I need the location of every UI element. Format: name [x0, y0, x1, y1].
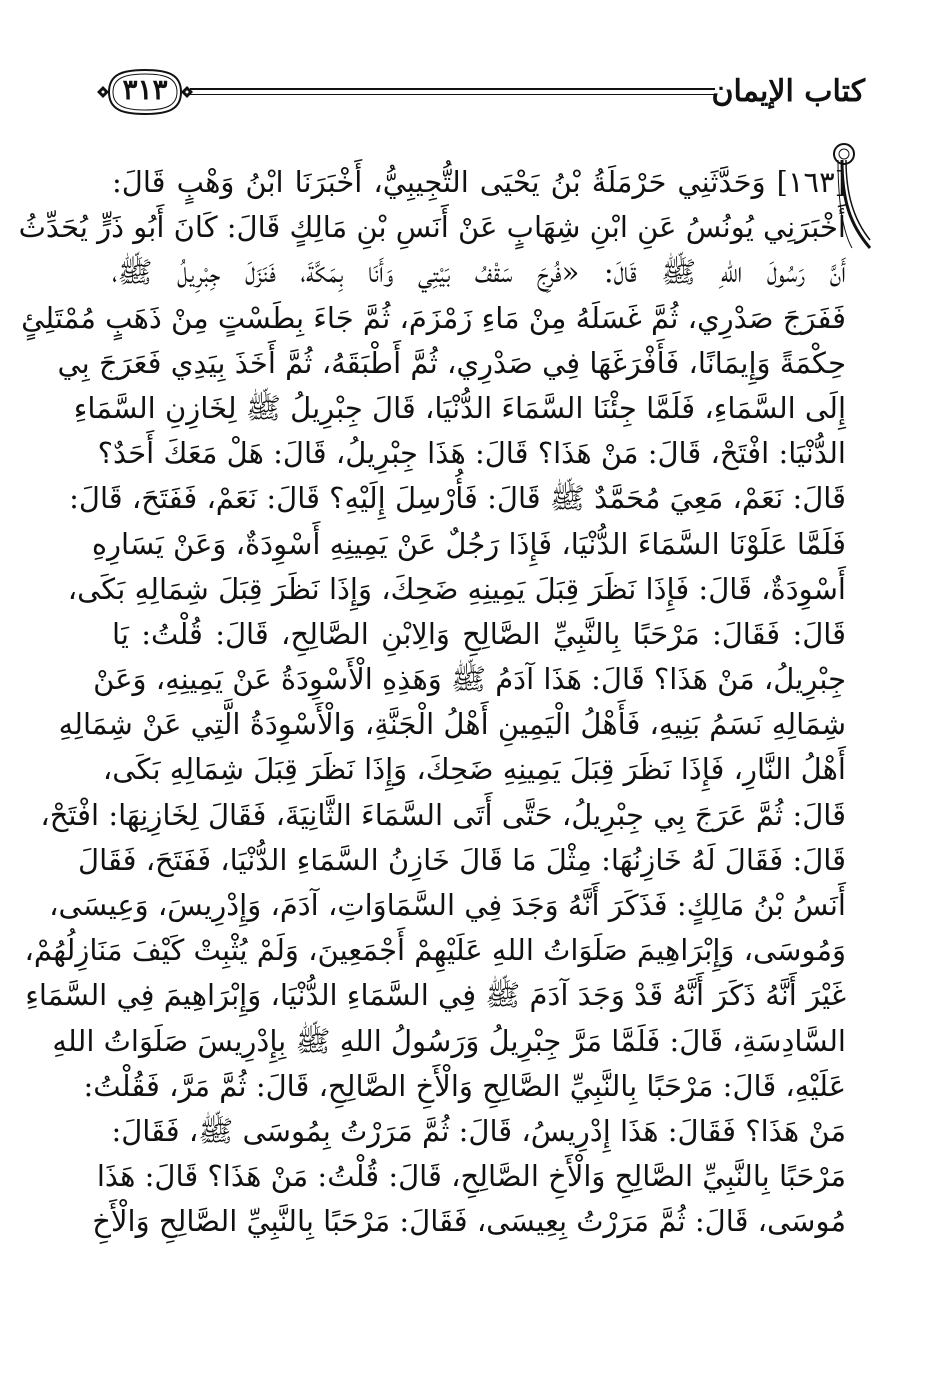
text-line: الدُّنْيَا: افْتَحْ، قَالَ: مَنْ هَذَا؟ قَالَ: هَذَا جِبْرِيلُ، قَالَ: هَلْ مَعَكَ أَحَدٌ؟ — [97, 436, 846, 471]
text-line: مَنْ هَذَا؟ فَقَالَ: هَذَا إِدْرِيسُ، قَالَ: ثُمَّ مَرَرْتُ بِمُوسَى ﷺ، فَقَالَ: — [111, 1113, 846, 1148]
text-line: عَلَيْهِ، قَالَ: مَرْحَبًا بِالنَّبِيِّ الصَّالِحِ وَالْأَخِ الصَّالِحِ، قَالَ: ثُمَّ مَرَّ، فَقُلْتُ: — [83, 1068, 846, 1103]
page-header — [95, 60, 865, 130]
text-line: أَخْبَرَنِي يُونُسُ عَنِ ابْنِ شِهَابٍ عَنْ أَنَسِ بْنِ مَالِكٍ قَالَ: كَانَ أَبُو ذَرٍّ يُحَدِّثُ — [18, 210, 846, 245]
text-line: أَسْوِدَةٌ، قَالَ: فَإِذَا نَظَرَ قِبَلَ يَمِينِهِ ضَحِكَ، وَإِذَا نَظَرَ قِبَلَ شِمَالِهِ بَكَى، — [67, 571, 846, 606]
text-line: السَّادِسَةِ، قَالَ: فَلَمَّا مَرَّ جِبْرِيلُ وَرَسُولُ اللهِ ﷺ بِإِدْرِيسَ صَلَوَاتُ اللهِ — [52, 1023, 846, 1058]
page-number: ٣١٣ — [122, 73, 168, 106]
text-line: وَمُوسَى، وَإِبْرَاهِيمَ صَلَوَاتُ اللهِ عَلَيْهِمْ أَجْمَعِينَ، وَلَمْ يُثْبِتْ كَيْفَ مَنَازِلُهُمْ، — [24, 933, 846, 968]
text-line: قَالَ: ثُمَّ عَرَجَ بِي جِبْرِيلُ، حَتَّى أَتَى السَّمَاءَ الثَّانِيَةَ، فَقَالَ لِخَازِنِهَا: افْتَحْ، — [40, 797, 846, 832]
text-line: إِلَى السَّمَاءِ، فَلَمَّا جِئْنَا السَّمَاءَ الدُّنْيَا، قَالَ جِبْرِيلُ ﷺ لِخَازِنِ السَّمَاءِ — [73, 390, 846, 425]
text-line: أَهْلُ النَّارِ، فَإِذَا نَظَرَ قِبَلَ يَمِينِهِ ضَحِكَ، وَإِذَا نَظَرَ قِبَلَ شِمَالِهِ بَكَى، — [102, 752, 846, 787]
page-number-ornament-frame — [95, 60, 195, 124]
header-rule — [190, 88, 715, 90]
text-line: فَفَرَجَ صَدْرِي، ثُمَّ غَسَلَهُ مِنْ مَاءِ زَمْزَمَ، ثُمَّ جَاءَ بِطَسْتٍ مِنْ ذَهَبٍ مُمْتَلِئٍ — [21, 300, 846, 335]
text-line: قَالَ: فَقَالَ: مَرْحَبًا بِالنَّبِيِّ الصَّالِحِ وَالِابْنِ الصَّالِحِ، قَالَ: قُلْتُ: يَا — [112, 616, 846, 651]
text-line: قَالَ: فَقَالَ لَهُ خَازِنُهَا: مِثْلَ مَا قَالَ خَازِنُ السَّمَاءِ الدُّنْيَا، فَفَتَحَ، فَقَالَ — [78, 842, 846, 877]
book-title: كتاب الإيمان — [711, 74, 865, 109]
text-line: مُوسَى، قَالَ: ثُمَّ مَرَرْتُ بِعِيسَى، فَقَالَ: مَرْحَبًا بِالنَّبِيِّ الصَّالِحِ وَالْأَخِ — [92, 1204, 846, 1239]
text-line: فَلَمَّا عَلَوْنَا السَّمَاءَ الدُّنْيَا، فَإِذَا رَجُلٌ عَنْ يَمِينِهِ أَسْوِدَةٌ، وَعَنْ يَسَارِهِ — [91, 526, 846, 561]
header-rule-thin — [190, 94, 715, 95]
text-line: جِبْرِيلُ، مَنْ هَذَا؟ قَالَ: هَذَا آدَمُ ﷺ وَهَذِهِ الْأَسْوِدَةُ عَنْ يَمِينِهِ، وَعَنْ — [93, 662, 846, 697]
text-line: أَنَسُ بْنُ مَالِكٍ: فَذَكَرَ أَنَّهُ وَجَدَ فِي السَّمَاوَاتِ، آدَمَ، وَإِدْرِيسَ، وَعِيسَى، — [49, 888, 846, 922]
text-line: أَنَّ رَسُولَ اللهِ ﷺ قَالَ: «فُرِجَ سَقْفُ بَيْتِي وَأَنَا بِمَكَّةَ، فَنَزَلَ جِبْرِيلُ ﷺ، — [112, 255, 846, 290]
text-line: [١٦٣] وَحَدَّثَنِي حَرْمَلَةُ بْنُ يَحْيَى التُّجِيبِيُّ، أَخْبَرَنَا ابْنُ وَهْبٍ قَالَ: — [112, 165, 846, 199]
text-line: حِكْمَةً وَإِيمَانًا، فَأَفْرَغَهَا فِي صَدْرِي، ثُمَّ أَطْبَقَهُ، ثُمَّ أَخَذَ بِيَدِي فَعَرَجَ بِي — [57, 345, 846, 380]
text-line: غَيْرَ أَنَّهُ ذَكَرَ أَنَّهُ قَدْ وَجَدَ آدَمَ ﷺ فِي السَّمَاءِ الدُّنْيَا، وَإِبْرَاهِيمَ فِي السَّمَاءِ — [25, 978, 846, 1013]
text-line: مَرْحَبًا بِالنَّبِيِّ الصَّالِحِ وَالْأَخِ الصَّالِحِ، قَالَ: قُلْتُ: مَنْ هَذَا؟ قَالَ: هَذَا — [96, 1159, 846, 1194]
hadith-text-body — [18, 160, 846, 1245]
text-line: شِمَالِهِ نَسَمُ بَنِيهِ، فَأَهْلُ الْيَمِينِ أَهْلُ الْجَنَّةِ، وَالْأَسْوِدَةُ الَّتِي عَنْ شِمَالِهِ — [58, 707, 846, 742]
text-line: قَالَ: نَعَمْ، مَعِيَ مُحَمَّدٌ ﷺ قَالَ: فَأُرْسِلَ إِلَيْهِ؟ قَالَ: نَعَمْ، فَفَتَحَ، قَالَ: — [69, 481, 846, 516]
